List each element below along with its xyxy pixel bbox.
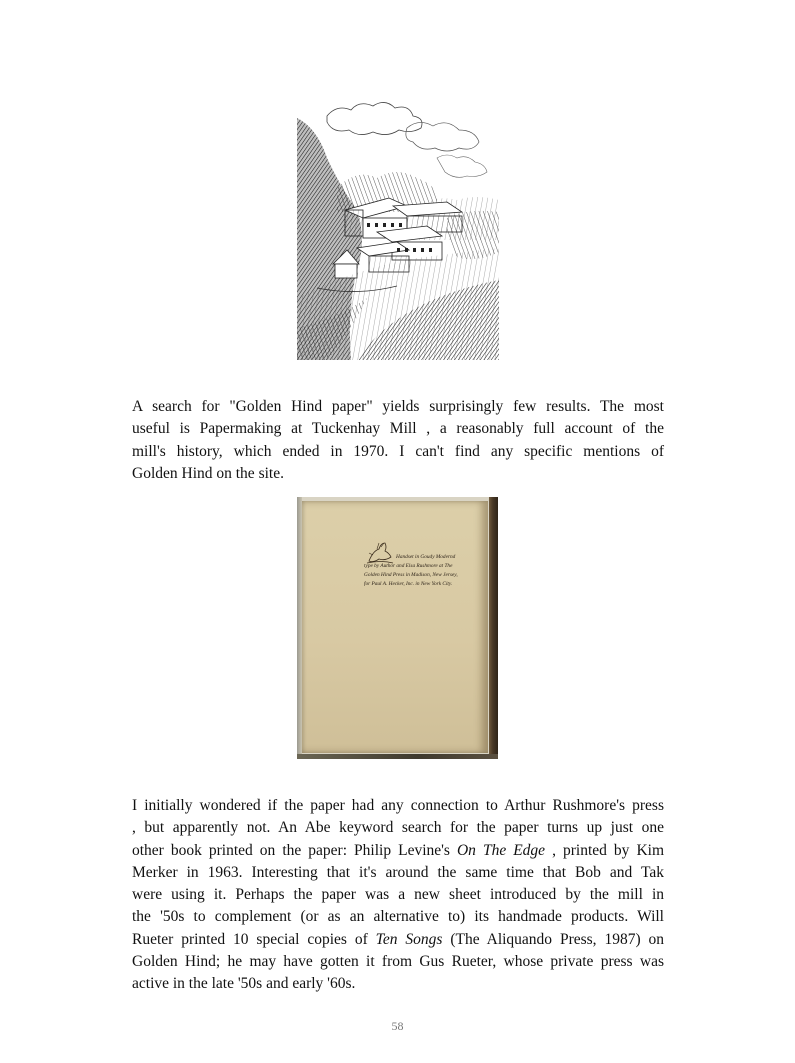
paragraph-line: Golden Hind; he may have gotten it from Gus Rueter, whose private press was [132, 953, 664, 971]
colophon-line: type by Author and Elsa Rushmore at The [364, 563, 453, 569]
paragraph-rushmore-connection [132, 795, 664, 996]
page-number: 58 [391, 1019, 404, 1033]
paragraph-line: Golden Hind on the site. [132, 464, 284, 482]
book-title-ten-songs: Ten Songs [375, 930, 443, 948]
text-segment: Rueter printed 10 special copies of [132, 930, 376, 948]
book-title-on-the-edge: On The Edge [456, 841, 546, 859]
colophon-line: Handset in Goudy Modernd [396, 554, 456, 560]
paragraph-line: I initially wondered if the paper had any connection to Arthur Rushmore's press [132, 797, 664, 814]
paragraph-line [132, 840, 664, 862]
colophon-line: for Paul A. Hecker, Inc. in New York City. [364, 581, 453, 587]
book-page [302, 501, 488, 753]
text-segment: (The Aliquando Press, 1987) on [442, 930, 665, 948]
paragraph-line: Merker in 1963. Interesting that it's around the same time that Bob and Tak [132, 863, 664, 881]
paragraph-line: were using it. Perhaps the paper was a new sheet introduced by the mill in [132, 886, 664, 904]
paragraph-line: the '50s to complement (or as an alternative to) its handmade products. Will [132, 908, 664, 926]
paragraph-line: mill's history, which ended in 1970. I can't find any specific mentions of [132, 442, 664, 460]
text-segment: other book printed on the paper: Philip Levine's [132, 841, 457, 859]
book-bottom-edge [297, 754, 498, 759]
colophon-line: Golden Hind Press in Madison, New Jersey, [364, 572, 458, 578]
paragraph-golden-hind-search [132, 396, 664, 485]
mill-engraving [297, 98, 499, 360]
paragraph-line [132, 929, 664, 951]
colophon-photo [297, 497, 498, 759]
text-segment: , printed by Kim [545, 841, 664, 859]
book-spine [489, 497, 498, 759]
paragraph-line: A search for "Golden Hind paper" yields surprisingly few results. The most [132, 398, 664, 415]
paragraph-line: , but apparently not. An Abe keyword search for the paper turns up just one [132, 819, 664, 837]
paragraph-line: useful is Papermaking at Tuckenhay Mill , a reasonably full account of the [132, 420, 664, 438]
paragraph-line: active in the late '50s and early '60s. [132, 975, 356, 993]
colophon-text [364, 553, 484, 589]
